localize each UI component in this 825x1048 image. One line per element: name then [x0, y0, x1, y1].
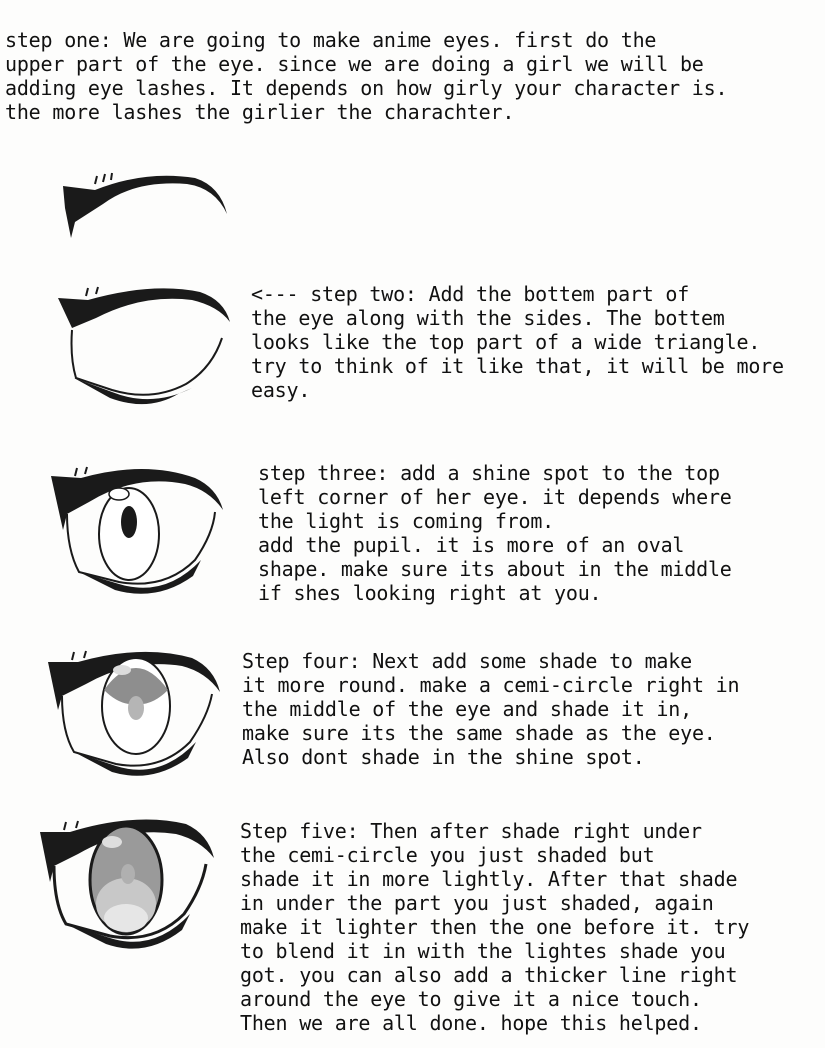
text-line: Also dont shade in the shine spot.: [242, 745, 645, 769]
eye-drawing-step-five: [36, 812, 226, 962]
text-line: make sure its the same shade as the eye.: [242, 721, 716, 745]
text-line: around the eye to give it a nice touch.: [240, 987, 702, 1011]
eye-drawing-step-four: [42, 644, 232, 784]
text-line: Step five: Then after shade right under: [240, 819, 702, 843]
text-line: it more round. make a cemi-circle right in: [242, 673, 740, 697]
text-line: <--- step two: Add the bottem part of: [251, 282, 690, 306]
text-line: step one: We are going to make anime eyes. first do the: [5, 28, 657, 52]
eye-drawing-step-three: [45, 460, 235, 605]
text-line: the eye along with the sides. The bottem: [251, 306, 725, 330]
text-line: the more lashes the girlier the charachter.: [5, 100, 515, 124]
text-line: add the pupil. it is more of an oval: [258, 533, 685, 557]
eye-drawing-step-one: [55, 168, 235, 248]
text-line: easy.: [251, 378, 311, 402]
text-line: the middle of the eye and shade it in,: [242, 697, 692, 721]
text-line: try to think of it like that, it will be more: [251, 354, 784, 378]
text-line: step three: add a shine spot to the top: [258, 461, 720, 485]
text-line: shade it in more lightly. After that shade: [240, 867, 738, 891]
eye-drawing-step-two: [52, 278, 242, 418]
text-line: Then we are all done. hope this helped.: [240, 1011, 702, 1035]
step-one-text: [5, 28, 785, 124]
text-line: make it lighter then the one before it. try: [240, 915, 750, 939]
text-line: the cemi-circle you just shaded but: [240, 843, 655, 867]
step-five-text: [240, 819, 749, 1035]
text-line: shape. make sure its about in the middle: [258, 557, 732, 581]
text-line: adding eye lashes. It depends on how girly your character is.: [5, 76, 728, 100]
text-line: Step four: Next add some shade to make: [242, 649, 692, 673]
step-four-text: [242, 649, 739, 769]
text-line: if shes looking right at you.: [258, 581, 602, 605]
text-line: got. you can also add a thicker line right: [240, 963, 738, 987]
text-line: upper part of the eye. since we are doing a girl we will be: [5, 52, 704, 76]
text-line: in under the part you just shaded, again: [240, 891, 714, 915]
text-line: looks like the top part of a wide triangle.: [251, 330, 761, 354]
text-line: to blend it in with the lightes shade you: [240, 939, 726, 963]
text-line: the light is coming from.: [258, 509, 555, 533]
step-three-text: [258, 461, 732, 605]
step-two-text: [251, 282, 784, 402]
text-line: left corner of her eye. it depends where: [258, 485, 732, 509]
